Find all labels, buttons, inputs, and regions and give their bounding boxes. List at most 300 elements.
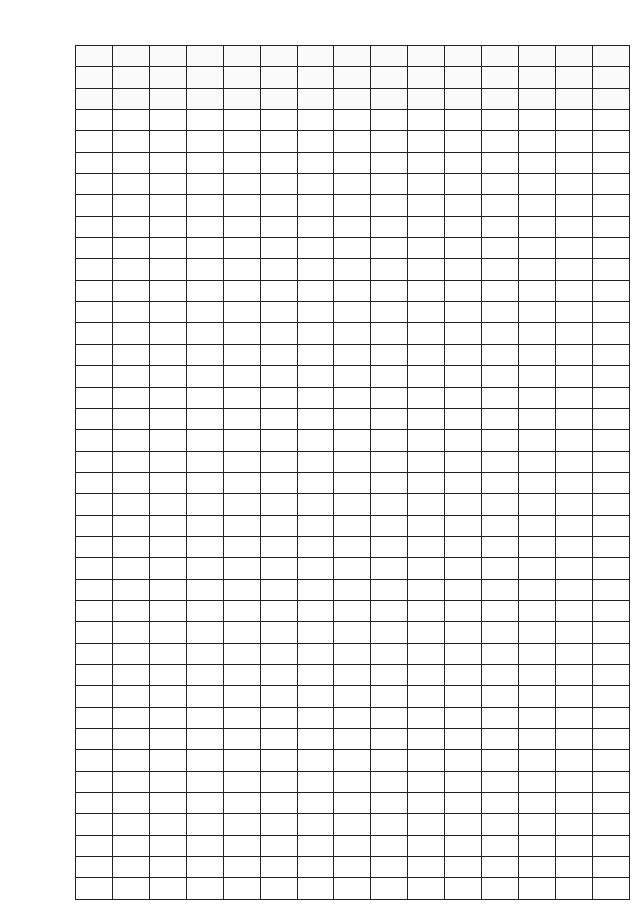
table-cell	[555, 579, 592, 600]
table-cell	[112, 195, 149, 216]
table-cell	[149, 857, 186, 878]
table-cell	[592, 408, 629, 429]
table-cell	[297, 110, 334, 131]
table-cell	[519, 174, 556, 195]
table-cell	[76, 280, 113, 301]
table-cell	[519, 600, 556, 621]
table-cell	[555, 110, 592, 131]
table-cell	[112, 366, 149, 387]
table-cell	[186, 515, 223, 536]
table-cell	[223, 131, 260, 152]
table-cell	[112, 536, 149, 557]
table-cell	[519, 771, 556, 792]
table-cell	[482, 664, 519, 685]
table-cell	[408, 857, 445, 878]
table-cell	[297, 515, 334, 536]
table-cell	[482, 323, 519, 344]
table-cell	[592, 707, 629, 728]
table-cell	[186, 729, 223, 750]
header-row	[76, 46, 630, 67]
table-cell	[297, 707, 334, 728]
table-cell	[555, 878, 592, 900]
table-cell	[76, 472, 113, 493]
table-cell	[260, 707, 297, 728]
table-cell	[149, 174, 186, 195]
table-cell	[592, 387, 629, 408]
table-cell	[592, 622, 629, 643]
table-cell	[371, 451, 408, 472]
table-cell	[260, 387, 297, 408]
table-cell	[371, 408, 408, 429]
table-cell	[334, 494, 371, 515]
table-cell	[186, 451, 223, 472]
table-cell	[334, 131, 371, 152]
table-cell	[76, 408, 113, 429]
table-cell	[555, 430, 592, 451]
table-cell	[482, 729, 519, 750]
table-cell	[297, 664, 334, 685]
table-cell	[482, 558, 519, 579]
table-cell	[592, 67, 629, 88]
table-cell	[112, 408, 149, 429]
table-cell	[334, 472, 371, 493]
table-cell	[592, 131, 629, 152]
table-cell	[334, 515, 371, 536]
table-cell	[555, 67, 592, 88]
table-cell	[76, 793, 113, 814]
table-cell	[555, 515, 592, 536]
table-cell	[223, 643, 260, 664]
table-cell	[112, 643, 149, 664]
table-cell	[445, 622, 482, 643]
table-cell	[260, 814, 297, 835]
table-cell	[445, 664, 482, 685]
table-cell	[519, 238, 556, 259]
table-cell	[297, 451, 334, 472]
table-cell	[445, 152, 482, 173]
table-cell	[112, 472, 149, 493]
table-cell	[371, 622, 408, 643]
table-cell	[149, 835, 186, 856]
table-cell	[186, 536, 223, 557]
table-cell	[482, 857, 519, 878]
table-cell	[297, 259, 334, 280]
table-cell	[149, 408, 186, 429]
table-row	[76, 579, 630, 600]
table-cell	[555, 216, 592, 237]
table-cell	[149, 729, 186, 750]
table-cell	[519, 515, 556, 536]
table-cell	[371, 835, 408, 856]
table-cell	[334, 216, 371, 237]
table-cell	[408, 152, 445, 173]
table-cell	[186, 771, 223, 792]
table-cell	[592, 323, 629, 344]
table-cell	[592, 430, 629, 451]
table-cell	[260, 323, 297, 344]
table-cell	[482, 110, 519, 131]
table-cell	[76, 494, 113, 515]
table-cell	[334, 622, 371, 643]
table-cell	[260, 579, 297, 600]
table-cell	[408, 750, 445, 771]
table-row	[76, 366, 630, 387]
table-cell	[519, 686, 556, 707]
table-cell	[297, 643, 334, 664]
table-cell	[112, 558, 149, 579]
table-cell	[408, 280, 445, 301]
table-cell	[445, 835, 482, 856]
table-cell	[592, 195, 629, 216]
table-cell	[519, 472, 556, 493]
table-cell	[334, 152, 371, 173]
table-cell	[260, 835, 297, 856]
table-cell	[408, 174, 445, 195]
table-cell	[297, 195, 334, 216]
table-cell	[555, 793, 592, 814]
table-cell	[260, 515, 297, 536]
table-cell	[186, 216, 223, 237]
table-cell	[223, 259, 260, 280]
table-cell	[408, 195, 445, 216]
table-cell	[112, 729, 149, 750]
table-cell	[445, 259, 482, 280]
table-cell	[445, 686, 482, 707]
table-cell	[408, 793, 445, 814]
table-cell	[555, 536, 592, 557]
table-cell	[371, 536, 408, 557]
table-cell	[112, 344, 149, 365]
table-cell	[149, 494, 186, 515]
table-cell	[112, 622, 149, 643]
table-cell	[482, 750, 519, 771]
table-cell	[592, 643, 629, 664]
table-cell	[408, 515, 445, 536]
table-cell	[149, 216, 186, 237]
table-cell	[334, 579, 371, 600]
table-cell	[334, 430, 371, 451]
table-cell	[297, 67, 334, 88]
housing-repair-schedule-table	[75, 45, 630, 900]
table-cell	[186, 707, 223, 728]
table-cell	[371, 600, 408, 621]
table-cell	[112, 430, 149, 451]
table-cell	[592, 878, 629, 900]
table-cell	[223, 600, 260, 621]
table-cell	[445, 814, 482, 835]
table-row	[76, 387, 630, 408]
table-cell	[482, 302, 519, 323]
table-cell	[408, 878, 445, 900]
table-cell	[555, 280, 592, 301]
table-cell	[592, 216, 629, 237]
table-cell	[297, 387, 334, 408]
table-cell	[592, 174, 629, 195]
table-cell	[408, 835, 445, 856]
table-cell	[223, 664, 260, 685]
table-cell	[519, 152, 556, 173]
table-cell	[555, 835, 592, 856]
table-cell	[482, 771, 519, 792]
table-cell	[445, 472, 482, 493]
table-cell	[112, 387, 149, 408]
table-cell	[223, 88, 260, 109]
table-cell	[445, 344, 482, 365]
table-cell	[592, 302, 629, 323]
table-cell	[334, 195, 371, 216]
table-cell	[260, 729, 297, 750]
table-cell	[149, 771, 186, 792]
table-cell	[445, 729, 482, 750]
table-cell	[297, 302, 334, 323]
table-cell	[592, 771, 629, 792]
table-cell	[260, 430, 297, 451]
table-cell	[482, 259, 519, 280]
table-cell	[555, 707, 592, 728]
table-cell	[186, 600, 223, 621]
table-cell	[445, 558, 482, 579]
table-cell	[519, 366, 556, 387]
table-cell	[371, 750, 408, 771]
table-cell	[334, 686, 371, 707]
table-cell	[149, 622, 186, 643]
table-cell	[445, 579, 482, 600]
table-cell	[297, 344, 334, 365]
table-cell	[223, 302, 260, 323]
table-cell	[371, 216, 408, 237]
table-cell	[112, 323, 149, 344]
table-cell	[371, 515, 408, 536]
table-cell	[76, 195, 113, 216]
table-cell	[592, 793, 629, 814]
table-cell	[76, 515, 113, 536]
table-cell	[186, 152, 223, 173]
table-cell	[371, 88, 408, 109]
table-cell	[592, 238, 629, 259]
table-cell	[112, 793, 149, 814]
table-cell	[149, 110, 186, 131]
table-cell	[408, 451, 445, 472]
table-cell	[408, 643, 445, 664]
table-cell	[223, 835, 260, 856]
table-cell	[76, 430, 113, 451]
table-cell	[149, 238, 186, 259]
table-cell	[186, 686, 223, 707]
table-row	[76, 472, 630, 493]
table-cell	[76, 771, 113, 792]
table-cell	[408, 622, 445, 643]
table-cell	[297, 174, 334, 195]
table-cell	[482, 579, 519, 600]
table-cell	[519, 729, 556, 750]
table-cell	[76, 707, 113, 728]
table-cell	[555, 472, 592, 493]
table-cell	[186, 494, 223, 515]
table-cell	[408, 131, 445, 152]
table-cell	[334, 857, 371, 878]
table-cell	[186, 238, 223, 259]
table-cell	[334, 302, 371, 323]
table-cell	[519, 430, 556, 451]
table-cell	[482, 835, 519, 856]
table-cell	[112, 664, 149, 685]
table-cell	[408, 344, 445, 365]
table-cell	[260, 259, 297, 280]
table-cell	[76, 216, 113, 237]
table-cell	[445, 878, 482, 900]
table-row	[76, 238, 630, 259]
table-cell	[297, 835, 334, 856]
table-cell	[260, 46, 297, 67]
table-cell	[371, 67, 408, 88]
table-cell	[76, 174, 113, 195]
table-cell	[555, 195, 592, 216]
table-cell	[519, 579, 556, 600]
table-cell	[76, 857, 113, 878]
table-cell	[334, 67, 371, 88]
table-cell	[371, 664, 408, 685]
table-cell	[592, 536, 629, 557]
table-cell	[371, 174, 408, 195]
table-cell	[445, 67, 482, 88]
table-cell	[555, 46, 592, 67]
table-cell	[555, 387, 592, 408]
table-cell	[149, 88, 186, 109]
table-cell	[260, 344, 297, 365]
table-cell	[519, 88, 556, 109]
header-row	[76, 67, 630, 88]
table-cell	[297, 750, 334, 771]
table-cell	[555, 174, 592, 195]
table-cell	[555, 729, 592, 750]
table-cell	[149, 451, 186, 472]
table-cell	[445, 771, 482, 792]
table-cell	[76, 835, 113, 856]
table-cell	[297, 238, 334, 259]
table-cell	[112, 259, 149, 280]
table-cell	[149, 152, 186, 173]
table-cell	[112, 515, 149, 536]
table-cell	[260, 88, 297, 109]
table-cell	[76, 302, 113, 323]
table-cell	[149, 387, 186, 408]
table-cell	[112, 451, 149, 472]
table-cell	[223, 174, 260, 195]
table-cell	[76, 536, 113, 557]
table-cell	[260, 771, 297, 792]
table-cell	[260, 110, 297, 131]
table-cell	[408, 600, 445, 621]
header-row	[76, 88, 630, 109]
table-cell	[482, 46, 519, 67]
table-row	[76, 110, 630, 131]
table-cell	[371, 558, 408, 579]
table-cell	[555, 600, 592, 621]
table-cell	[76, 238, 113, 259]
table-cell	[519, 46, 556, 67]
table-cell	[112, 302, 149, 323]
table-cell	[260, 238, 297, 259]
table-cell	[297, 814, 334, 835]
table-cell	[186, 558, 223, 579]
table-cell	[76, 152, 113, 173]
table-cell	[186, 259, 223, 280]
table-cell	[482, 67, 519, 88]
table-cell	[445, 793, 482, 814]
table-cell	[592, 344, 629, 365]
table-cell	[482, 643, 519, 664]
table-cell	[297, 472, 334, 493]
table-cell	[76, 110, 113, 131]
table-cell	[592, 729, 629, 750]
table-cell	[76, 366, 113, 387]
table-cell	[297, 771, 334, 792]
table-cell	[555, 857, 592, 878]
table-cell	[445, 707, 482, 728]
table-cell	[223, 238, 260, 259]
table-cell	[223, 878, 260, 900]
table-cell	[297, 280, 334, 301]
table-cell	[260, 664, 297, 685]
table-cell	[482, 707, 519, 728]
table-row	[76, 643, 630, 664]
table-cell	[482, 88, 519, 109]
table-cell	[482, 686, 519, 707]
table-cell	[112, 174, 149, 195]
table-cell	[445, 195, 482, 216]
table-cell	[555, 238, 592, 259]
table-cell	[555, 558, 592, 579]
table-cell	[223, 771, 260, 792]
table-row	[76, 536, 630, 557]
table-cell	[223, 408, 260, 429]
table-cell	[555, 622, 592, 643]
table-cell	[482, 472, 519, 493]
table-cell	[297, 366, 334, 387]
table-cell	[334, 280, 371, 301]
table-cell	[519, 67, 556, 88]
table-cell	[482, 494, 519, 515]
table-cell	[445, 643, 482, 664]
table-cell	[482, 366, 519, 387]
table-row	[76, 259, 630, 280]
table-cell	[592, 494, 629, 515]
table-cell	[371, 430, 408, 451]
table-cell	[112, 131, 149, 152]
table-cell	[519, 216, 556, 237]
table-cell	[76, 451, 113, 472]
table-cell	[260, 622, 297, 643]
table-cell	[334, 707, 371, 728]
table-cell	[223, 366, 260, 387]
table-cell	[186, 302, 223, 323]
table-cell	[519, 664, 556, 685]
table-cell	[334, 344, 371, 365]
table-cell	[592, 750, 629, 771]
table-row	[76, 344, 630, 365]
table-cell	[260, 472, 297, 493]
table-cell	[76, 750, 113, 771]
table-cell	[482, 515, 519, 536]
table-cell	[445, 451, 482, 472]
table-cell	[445, 366, 482, 387]
table-cell	[445, 174, 482, 195]
table-cell	[149, 280, 186, 301]
table-cell	[371, 387, 408, 408]
table-cell	[445, 857, 482, 878]
table-cell	[149, 67, 186, 88]
table-cell	[408, 558, 445, 579]
